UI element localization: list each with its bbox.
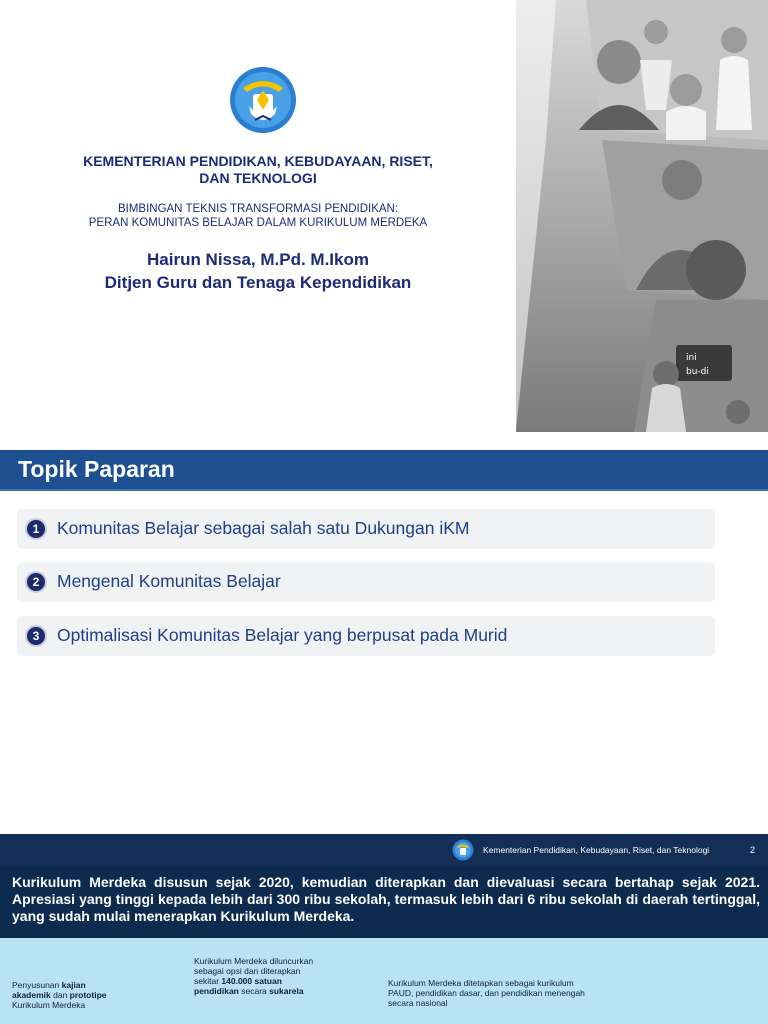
page-number: 2	[750, 845, 756, 855]
slide-title: Topik Paparan	[18, 456, 175, 482]
ministry-logo-icon	[452, 839, 474, 861]
curriculum-intro-paragraph: Kurikulum Merdeka disusun sejak 2020, kemudian diterapkan dan dievaluasi secara bertahap sejak 2021. Apresiasi yang tinggi kepada lebih dari 300 ribu sekolah, termasuk lebih dari 6 ribu sekolah di daerah tertinggal, yang sudah mulai menerapkan Kurikulum Merdeka.	[12, 874, 760, 924]
timeline-2021-text: Kurikulum Merdeka diluncurkan sebagai opsi dan diterapkan sekitar 140.000 satuan pendidikan secara sukarela	[194, 956, 314, 996]
timeline-national-text: Kurikulum Merdeka ditetapkan sebagai kurikulum PAUD, pendidikan dasar, dan pendidikan menengah secara nasional	[388, 978, 585, 1008]
topic-label: Mengenal Komunitas Belajar	[57, 571, 281, 591]
svg-text:ini: ini	[686, 353, 697, 363]
students-teacher-photo-collage	[516, 0, 768, 432]
topic-item-1	[17, 509, 715, 549]
topic-label: Komunitas Belajar sebagai salah satu Dukungan iKM	[57, 518, 470, 538]
curriculum-timeline	[0, 938, 768, 1024]
cover-slide	[0, 0, 768, 432]
curriculum-slide	[0, 834, 768, 1024]
topic-item-2	[17, 562, 715, 602]
topic-item-3	[17, 616, 715, 656]
timeline-2020-text: Penyusunan kajian akademik dan prototipe Kurikulum Merdeka	[12, 980, 107, 1010]
event-subtitle: BIMBINGAN TEKNIS TRANSFORMASI PENDIDIKAN: PERAN KOMUNITAS BELAJAR DALAM KURIKULUM MERDEKA	[88, 203, 428, 229]
topics-slide	[0, 450, 768, 834]
presenter-name: Hairun Nissa, M.Pd. M.Ikom	[147, 250, 369, 269]
topic-label: Optimalisasi Komunitas Belajar yang berpusat pada Murid	[57, 625, 508, 645]
ministry-footer-bar	[0, 834, 768, 866]
topic-number-badge: 1	[25, 518, 47, 540]
footer-ministry-name: Kementerian Pendidikan, Kebudayaan, Riset, dan Teknologi	[483, 845, 710, 855]
topic-number-badge: 2	[25, 571, 47, 593]
slide-header	[0, 450, 768, 491]
tut-wuri-handayani-logo-icon	[229, 66, 297, 134]
svg-text:bu-di: bu-di	[686, 367, 709, 377]
presenter-unit: Ditjen Guru dan Tenaga Kependidikan	[104, 273, 412, 292]
topic-number-badge: 3	[25, 625, 47, 647]
ministry-name: KEMENTERIAN PENDIDIKAN, KEBUDAYAAN, RISET, DAN TEKNOLOGI	[83, 153, 433, 186]
